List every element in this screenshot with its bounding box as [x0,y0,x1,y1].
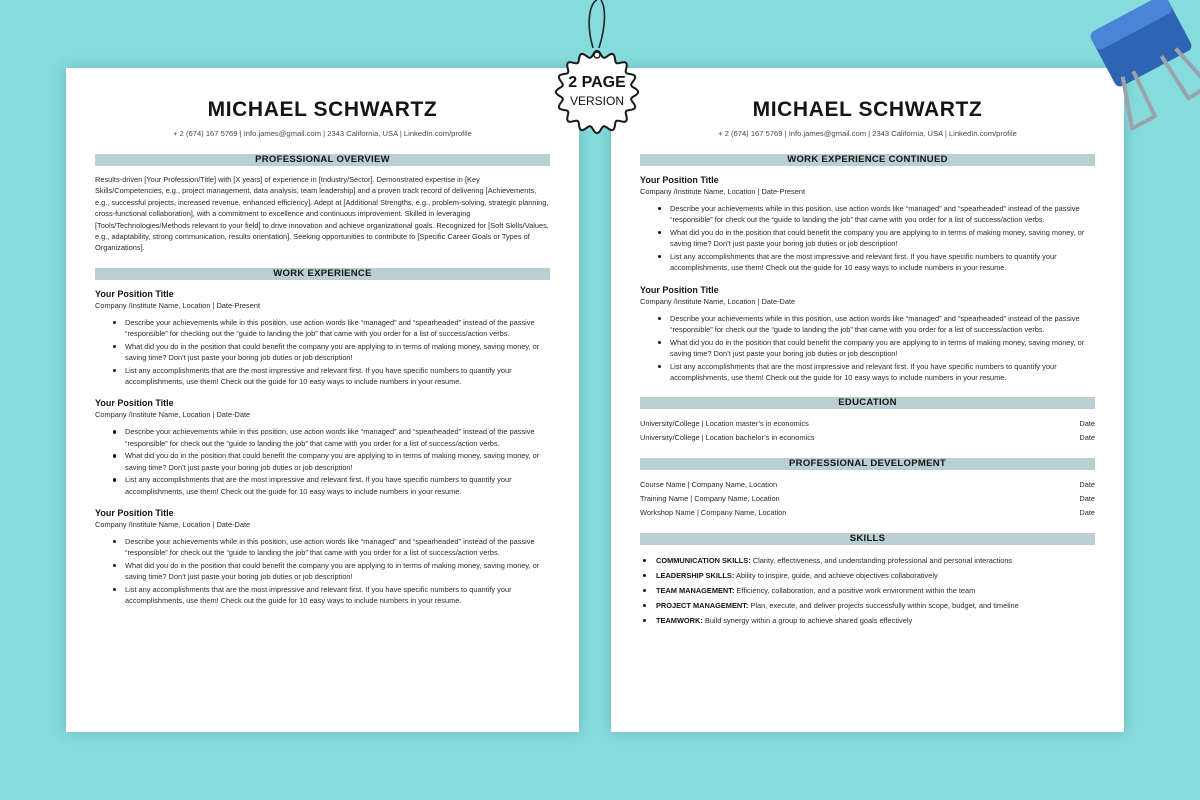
development-row [640,478,1095,492]
development-row [640,506,1095,520]
section-heading-development: PROFESSIONAL DEVELOPMENT [640,458,1095,470]
contact-line: + 2 (674) 167 5769 | Info.james@gmail.com | 2343 California, USA | LinkedIn.com/profile [173,129,472,138]
development-text: Workshop Name | Company Name, Location [640,507,787,517]
education-text: University/College | Location master’s in economics [640,419,809,429]
skill-item [656,568,1095,583]
job-bullet: Describe your achievements while in this position, use action words like “managed” and “spearheaded” instead of the passive “responsible” for check out the “guide to landing the job” that came with you order for a list of success/action verbs. [125,426,550,449]
job-company: Company /Institute Name, Location | Date-Date [95,519,251,529]
job-company: Company /Institute Name, Location | Date-Date [640,296,796,306]
development-date: Date [1079,480,1095,490]
development-text: Training Name | Company Name, Location [640,493,780,503]
development-row [640,492,1095,506]
tag-string [599,0,605,48]
job-company: Company /Institute Name, Location | Date-Present [640,187,806,196]
skill-name: COMMUNICATION SKILLS: [656,556,751,566]
job-company: Company /Institute Name, Location | Date-Date [95,410,251,420]
job-bullet: Describe your achievements while in this position, use action words like “managed” and “spearheaded” instead of the passive “responsible” for check out the “guide to landing the job” that came with you order for a list of success/action verbs. [670,313,1095,336]
job-bullet: What did you do in the position that could benefit the company you are applying to in terms of making money, saving money, or saving time? Don’t just paste your boring job duties or job description! [125,450,550,473]
skill-desc: Efficiency, collaboration, and a positive work environment within the team [734,586,976,596]
job-bullet: Describe your achievements while in this position, use action words like “managed” and “spearheaded” instead of the passive “responsible” for check out the “guide to landing the job” that came with you order for a list of success/action verbs. [125,536,550,559]
tag-string [589,0,597,48]
education-text: University/College | Location bachelor’s in economics [640,432,815,442]
job-bullet: List any accomplishments that are the most impressive and relevant first. If you have specific numbers to quantify your accomplishments, use them! Check out the guide for 10 easy ways to include numbers in your resume. [125,584,550,607]
job-entry [640,174,1095,274]
section-heading-education: EDUCATION [640,397,1095,409]
overview-text: Results-driven [Your Profession/Title] with [X years] of experience in [Industry/Sector]. Demonstrated expertise in [Key Skills/Competencies, e.g., project management, data analysis, team leadership] and a proven track record of delivering [Achievements, e.g., successful projects, increased revenue, enhanced efficiency]. Adept at [Additional Strengths, e.g., problem-solving, strategic planning, cross-functional collaboration], with a commitment to excellence and continuous improvement. Skilled in leveraging [Tools/Technologies/Methods relevant to your field] to drive innovation and achieve organizational goals. Recognized for [Soft Skills/Values, e.g., adaptability, strong communication, results orientation]. Seeking opportunities to contribute to [Specific Career Goals or Types of Organizations]. [95,175,549,253]
job-title: Your Position Title [640,175,719,185]
section-heading-experience: WORK EXPERIENCE [95,268,550,280]
skill-item [656,598,1095,613]
job-title: Your Position Title [640,284,719,295]
development-date: Date [1079,493,1095,503]
contact-line: + 2 (674) 167 5769 | Info.james@gmail.com | 2343 California, USA | LinkedIn.com/profile [718,129,1017,138]
job-bullets [640,203,1095,274]
binder-clip-icon [1070,0,1200,130]
job-company: Company /Institute Name, Location | Date-Present [95,300,261,310]
job-bullet: Describe your achievements while in this position, use action words like “managed” and “spearheaded” instead of the passive “responsible” for checking out the “guide to landing the job” that came with you order for a list of success/action verbs. [125,317,550,340]
section-heading-overview: PROFESSIONAL OVERVIEW [95,154,550,166]
resume-page-1 [66,68,579,732]
skills-list [640,553,1095,628]
job-bullets [95,426,550,497]
job-entry [95,397,550,497]
job-bullets [95,317,550,388]
education-date: Date [1079,432,1095,442]
job-title: Your Position Title [95,398,174,409]
tag-hole [594,52,600,58]
job-bullet: List any accomplishments that are the most impressive and relevant first. If you have specific numbers to quantify your accomplishments, use them! Check out the guide for 10 easy ways to include numbers in your resume. [670,361,1095,384]
skill-name: LEADERSHIP SKILLS: [656,571,735,581]
skill-name: TEAM MANAGEMENT: [656,586,735,596]
job-entry [95,507,550,607]
job-bullet: What did you do in the position that could benefit the company you are applying to in terms of making money, saving money, or saving time? Don’t just paste your boring job duties or job description! [670,337,1095,360]
job-bullet: List any accomplishments that are the most impressive and relevant first. If you have specific numbers to quantify your accomplishments, use them! Check out the guide for 10 easy ways to include numbers in your resume. [125,365,550,388]
tag-line-2: VERSION [569,94,625,108]
education-date: Date [1079,419,1095,429]
education-row [640,431,1095,445]
job-bullets [95,536,550,607]
section-heading-skills: SKILLS [640,533,1095,545]
job-entry [640,284,1095,384]
job-title: Your Position Title [95,288,174,299]
skill-desc: Clarity, effectiveness, and understanding professional and personal interactions [750,556,1013,566]
job-bullet: What did you do in the position that could benefit the company you are applying to in terms of making money, saving money, or saving time? Don’t just paste your boring job duties or job description! [125,560,550,583]
development-date: Date [1079,507,1095,517]
skill-item [656,583,1095,598]
job-bullet: What did you do in the position that could benefit the company you are applying to in terms of making money, saving money, or saving time? Don’t just paste your boring job duties or job description! [670,227,1095,250]
job-entry [95,288,550,388]
skill-name: TEAMWORK: [656,616,703,626]
skill-item [656,613,1095,628]
skill-desc: Build synergy within a group to achieve shared goals effectively [702,616,913,626]
tag-badge-shape [556,51,638,133]
resume-page-2 [611,68,1124,732]
job-bullet: List any accomplishments that are the most impressive and relevant first. If you have specific numbers to quantify your accomplishments, use them! Check out the guide for 10 easy ways to include numbers in your resume. [125,474,550,497]
skill-item [656,553,1095,568]
skill-desc: Ability to inspire, guide, and achieve objectives collaboratively [734,571,938,581]
job-bullet: What did you do in the position that could benefit the company you are applying to in terms of making money, saving money, or saving time? Don’t just paste your boring job duties or job description! [125,341,550,364]
two-page-version-tag [549,0,651,140]
education-row [640,417,1095,431]
job-bullets [640,313,1095,384]
resume-name: MICHAEL SCHWARTZ [752,98,983,121]
tag-line-1: 2 PAGE [568,74,626,91]
skill-desc: Plan, execute, and deliver projects successfully within scope, budget, and timeline [748,601,1019,611]
job-bullet: Describe your achievements while in this position, use action words like “managed” and “spearheaded” instead of the passive “responsible” for check out the “guide to landing the job” that came with you order for a list of success/action verbs. [670,203,1095,226]
skill-name: PROJECT MANAGEMENT: [656,601,749,611]
development-text: Course Name | Company Name, Location [640,480,778,490]
resume-name: MICHAEL SCHWARTZ [207,98,438,121]
section-heading-experience-continued: WORK EXPERIENCE CONTINUED [640,154,1095,166]
job-title: Your Position Title [95,507,174,518]
job-bullet: List any accomplishments that are the most impressive and relevant first. If you have specific numbers to quantify your accomplishments, use them! Check out the guide for 10 easy ways to include numbers in your resume. [670,251,1095,274]
